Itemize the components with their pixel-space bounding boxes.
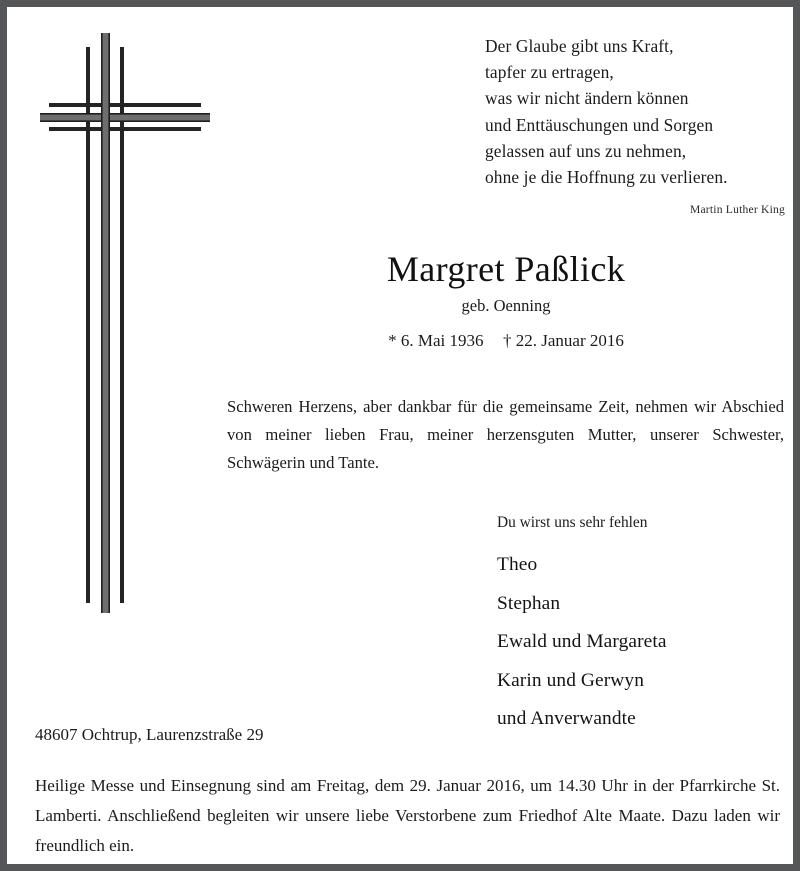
quote-line: ohne je die Hoffnung zu verlieren. bbox=[485, 167, 728, 188]
christian-cross-icon bbox=[25, 17, 225, 637]
quote-line: was wir nicht ändern können bbox=[485, 88, 689, 109]
quote-line: und Enttäuschungen und Sorgen bbox=[485, 114, 714, 135]
death-date: † 22. Januar 2016 bbox=[503, 331, 624, 350]
survivor-item: und Anverwandte bbox=[497, 708, 636, 729]
quote-attribution: Martin Luther King bbox=[689, 203, 785, 217]
address-line: 48607 Ochtrup, Laurenzstraße 29 bbox=[35, 725, 264, 744]
survivor-item: Theo bbox=[497, 554, 538, 575]
survivor-item: Karin und Gerwyn bbox=[497, 669, 644, 691]
survivor-item: Stephan bbox=[497, 592, 561, 614]
funeral-service-text: Heilige Messe und Einsegnung sind am Freitag, dem 29. Januar 2016, um 14.30 Uhr in der Pfarrkirche St. Lamberti. Anschließend begleiten wir unsere liebe Verstorbene zum Friedhof Alte Maate. Dazu laden wir freundlich ein. bbox=[35, 776, 780, 855]
memorial-quote bbox=[485, 33, 785, 216]
deceased-identity bbox=[225, 247, 787, 352]
survivor-item: Ewald und Margareta bbox=[497, 631, 667, 652]
quote-line: tapfer zu ertragen, bbox=[485, 62, 614, 83]
mourning-message bbox=[227, 393, 784, 477]
survivors-list bbox=[497, 510, 787, 739]
birth-date: * 6. Mai 1936 bbox=[388, 331, 484, 350]
deceased-name: Margret Paßlick bbox=[386, 249, 626, 289]
quote-line: Der Glaube gibt uns Kraft, bbox=[485, 36, 674, 56]
obituary-content bbox=[7, 7, 793, 864]
maiden-name: geb. Oenning bbox=[461, 296, 551, 315]
mourning-message-text: Schweren Herzens, aber dankbar für die gemeinsame Zeit, nehmen wir Abschied von meiner lieben Frau, meiner herzensguten Mutter, unserer Schwester, Schwägerin und Tante. bbox=[227, 397, 784, 472]
quote-line: gelassen auf uns zu nehmen, bbox=[485, 140, 687, 161]
funeral-service-notice bbox=[35, 771, 780, 861]
life-dates bbox=[225, 329, 787, 352]
survivors-intro: Du wirst uns sehr fehlen bbox=[497, 514, 648, 531]
